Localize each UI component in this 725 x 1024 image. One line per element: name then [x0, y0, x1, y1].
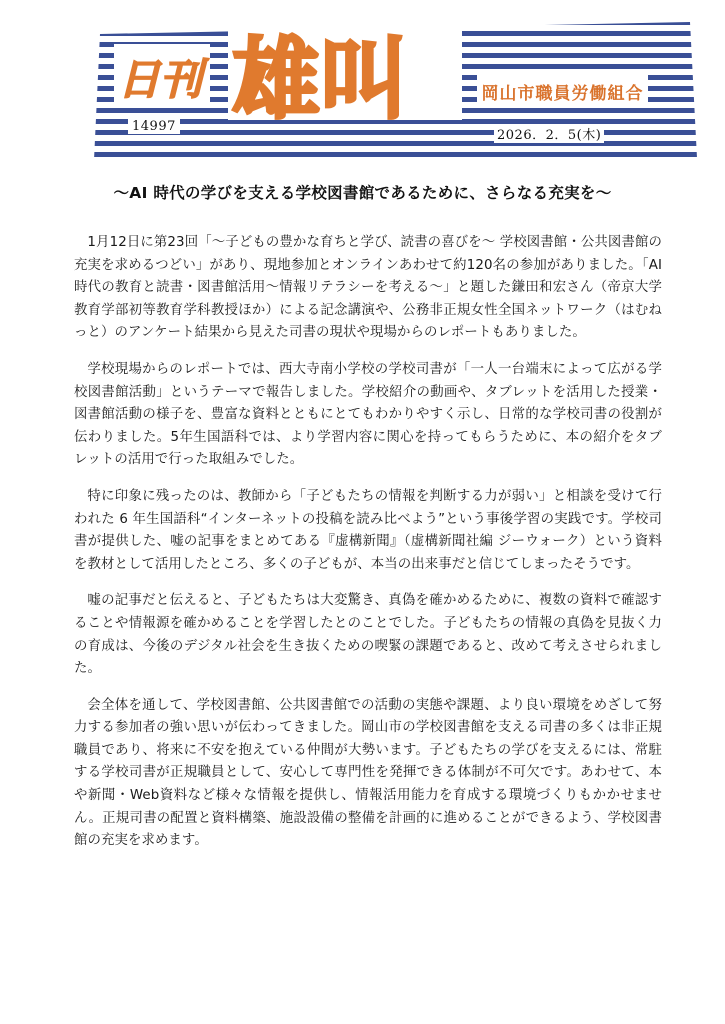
svg-text:日刊: 日刊 [118, 55, 203, 104]
paragraph-1: 1月12日に第23回「～子どもの豊かな育ちと学び、読書の喜びを～ 学校図書館・公共図書館の充実を求めるつどい」があり、現地参加とオンラインあわせて約120名の参加がありました。「AI時代の教育と読書・図書館活用～情報リテラシーを考える～」と題した鎌田和宏さん（帝京大学教育学部初等教育学科教授ほか）による記念講演や、公務非正規女性全国ネットワーク（はむねっと）のアンケート結果から見えた司書の現状や現場からのレポートもありました。 [74, 235, 662, 341]
masthead [0, 0, 725, 180]
issue-date: 2026．2．5(木) [494, 124, 604, 143]
paragraph-2: 学校現場からのレポートでは、西大寺南小学校の学校司書が「一人一台端末によって広がる学校図書館活動」というテーマで報告しました。学校紹介の動画や、タブレットを活用した授業・図書館活動の様子を、豊富な資料とともにとてもわかりやすく示し、日常的な学校司書の役割が伝わりました。5年生国語科では、より学習内容に関心を持ってもらうために、本の紹介をタブレットの活用で行った取組みでした。 [74, 361, 662, 468]
article-body [74, 232, 662, 867]
paragraph-4: 嘘の記事だと伝えると、子どもたちは大変驚き、真偽を確かめるために、複数の資料で確認することや情報源を確かめることを学習したとのことでした。子どもたちの情報の真偽を見抜く力の育成は、今後のデジタル社会を生き抜くための喫緊の課題であると、改めて考えさせられました。 [74, 593, 662, 677]
union-name-box [477, 74, 648, 108]
issue-number: 14997 [128, 119, 180, 134]
paragraph-5: 会全体を通して、学校図書館、公共図書館での活動の実態や課題、より良い環境をめざして努力する参加者の強い思いが伝わってきました。岡山市の学校図書館を支える司書の多くは非正規職員であり、将来に不安を抱えている仲間が大勢います。子どもたちの学びを支えるには、常駐する学校司書が正規職員として、安心して専門性を発揮できる体制が不可欠です。あわせて、本や新聞・Web資料など様々な情報を提供し、情報活用能力を育成する環境づくりもかかせません。正規司書の配置と資料構築、施設設備の整備を計画的に進めることができるよう、学校図書館の充実を求めます。 [74, 697, 662, 849]
paragraph-3: 特に印象に残ったのは、教師から「子どもたちの情報を判断する力が弱い」と相談を受けて行われた 6 年生国語科“インターネットの投稿を読み比べよう”という事後学習の実践です。学校司書が提供した、嘘の記事をまとめてある『虚構新聞』（虚構新聞社編 ジーウォーク）という資料を教材として活用したところ、多くの子どもが、本当の出来事だと信じてしまったそうです。 [74, 488, 662, 572]
svg-text:雄叫: 雄叫 [232, 28, 409, 131]
article-headline: ～AI 時代の学びを支える学校図書館であるために、さらなる充実を～ [113, 184, 612, 202]
union-name: 岡山市職員労働組合 [481, 83, 644, 104]
